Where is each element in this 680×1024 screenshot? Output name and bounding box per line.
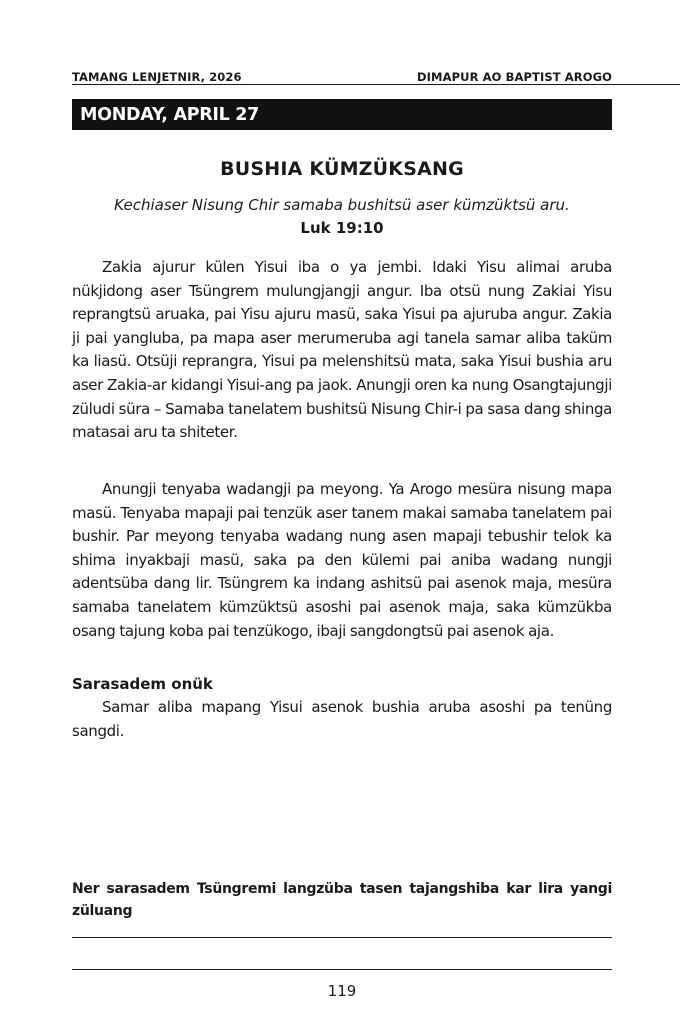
body-paragraph-1: Zakia ajurur külen Yisui iba o ya jembi. Idaki Yisu alimai aruba nükjidong aser Tsüngrem mulungjangji angur. Iba otsü nung Zakiai Yisu reprangtsü aruaka, pai Yisu ajuru masü, saka Yisui pa ajuruba angur. Zakia ji pai yangluba, pa mapa aser merumeruba agi tanela samar aliba taküm ka liasü. Otsüji reprangra, Yisui pa melenshitsü mata, saka Yisui bushia aru aser Zakia-ar kidangi Yisui-ang pa jaok. Anungji oren ka nung Osangtajungji züludi süra – Samaba tanelatem bushitsü Nisung Chir-i pa sasa dang shinga matasai aru ta shiteter. — [72, 258, 612, 442]
header-left-text: TAMANG LENJETNIR, 2026 — [72, 70, 242, 84]
body-paragraph-2: Anungji tenyaba wadangji pa meyong. Ya Arogo mesüra nisung mapa masü. Tenyaba mapaji pai tenzük aser tanem makai samaba tanelatem pai bushir. Par meyong tenyaba wadang nung asen mapaji tebushir telok ka shima inyakbaji masü, saka pa den külemi pai aniba wadang nungji adentsüba dang lir. Tsüngrem ka indang ashitsü pai asenok maja, mesüra samaba tanelatem kümzüktsü asoshi pai asenok maja, saka kümzükba osang tajung koba pai tenzükogo, ibaji sangdongtsü pai asenok aja. — [72, 480, 612, 640]
header-right-text: DIMAPUR AO BAPTIST AROGO — [417, 70, 612, 84]
application-heading: Sarasadem onük — [72, 675, 213, 693]
page-number: 119 — [327, 982, 357, 1000]
running-header — [72, 64, 612, 84]
date-banner — [72, 99, 612, 130]
application-paragraph: Samar aliba mapang Yisui asenok bushia aruba asoshi pa tenüng sangdi. — [72, 698, 612, 740]
verse-reference: Luk 19:10 — [300, 219, 384, 237]
writing-line-1 — [72, 937, 612, 938]
prayer-prompt: Ner sarasadem Tsüngremi langzüba tasen tajangshiba kar lira yangi züluang — [72, 881, 612, 919]
header-divider — [72, 84, 680, 85]
writing-line-2 — [72, 969, 612, 970]
devotion-title: BUSHIA KÜMZÜKSANG — [220, 158, 464, 180]
key-verse: Kechiaser Nisung Chir samaba bushitsü aser kümzüktsü aru. — [114, 196, 570, 214]
date-text: MONDAY, APRIL 27 — [80, 104, 260, 125]
